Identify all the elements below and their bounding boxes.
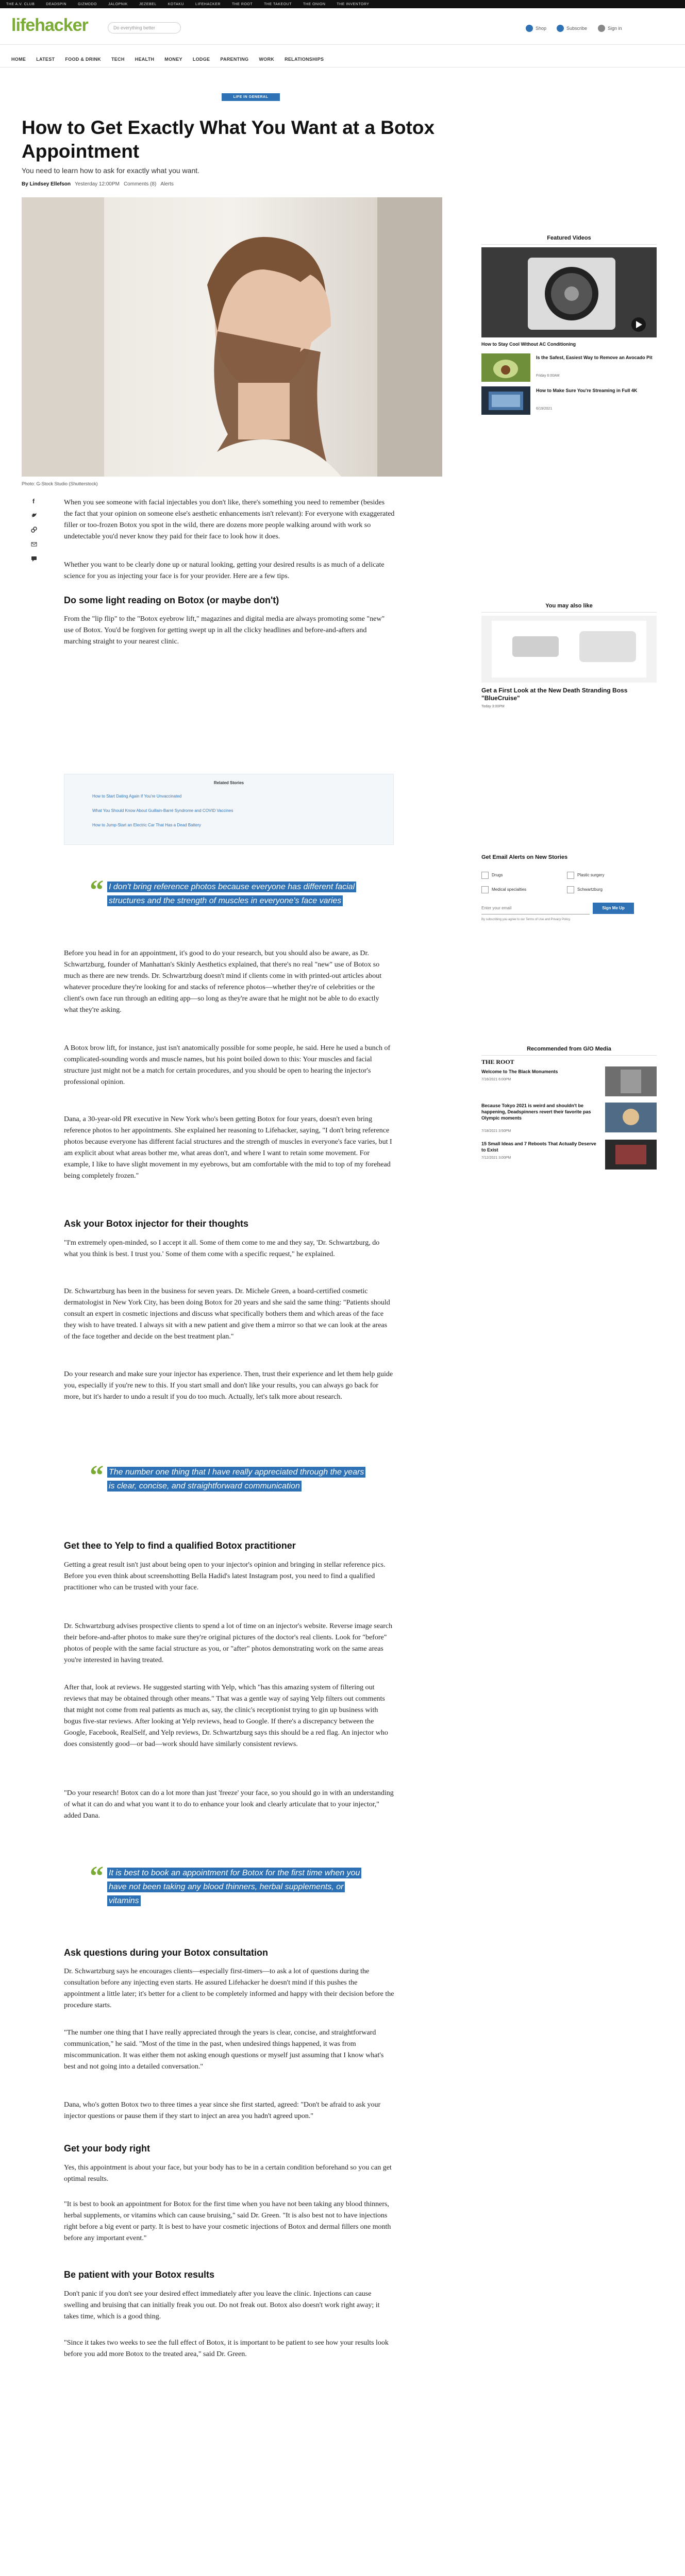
pull-quote (90, 874, 371, 926)
hero-image (22, 197, 442, 477)
comment-icon[interactable] (31, 555, 37, 561)
search-input[interactable]: Do everything better (108, 22, 181, 33)
network-link[interactable]: DEADSPIN (46, 2, 67, 6)
paragraph: "It is best to book an appointment for Botox for the first time when you have not been taking any blood thinners, herbal supplements, or vitamins which can cause bruising," said Dr. Green. "It is also best not to have injections right before a big event or party. It is best to have your cosmetic injections of Botox and dermal fillers one month before any important event." (64, 2200, 391, 2242)
shop-label: Shop (536, 26, 547, 31)
network-link[interactable]: LIFEHACKER (195, 2, 221, 6)
alerts-signup-button[interactable]: Sign Me Up (593, 903, 634, 914)
alert-label: Plastic surgery (577, 873, 605, 877)
link-icon[interactable] (31, 526, 37, 532)
paragraph: From the "lip flip" to the "Botox eyebrow lift," magazines and digital media are always promoting some "new" use of Botox. You'd be forgiven for getting swept up in all the clicky headlines and before-and-afters and marching straight to your nearest clinic. (64, 615, 385, 646)
shop-button[interactable] (526, 25, 546, 32)
related-title: Related Stories (213, 781, 244, 785)
related-link[interactable]: How to Start Dating Again If You're Unvaccinated (92, 794, 182, 799)
paragraph: "The number one thing that I have really appreciated through the years is clear, concise, and straightforward communication," he said. "Most of the time in the past, when undesired things happened, it was from miscommunication. It was either them not asking enough questions or myself just assuming that I know what's best and not going into a detailed conversation." (64, 2029, 384, 2071)
alert-checkbox[interactable] (567, 886, 574, 893)
rec-date: 7/18/2021 3:50PM (481, 1129, 511, 1133)
alert-label: Drugs (492, 873, 503, 877)
network-bar (0, 0, 685, 8)
quote-text: I don't bring reference photos because everyone has different facial structures and the strength of muscles in everyone's face varies (107, 882, 356, 906)
video-date: Friday 6:00AM (536, 374, 560, 378)
photo-credit: Photo: G-Stock Studio (Shutterstock) (22, 481, 98, 486)
related-link[interactable]: What You Should Know About Guillain-Barré Syndrome and COVID Vaccines (92, 808, 233, 813)
network-link[interactable]: THE INVENTORY (337, 2, 370, 6)
related-stories (64, 774, 394, 845)
alert-checkbox[interactable] (481, 872, 489, 879)
subscribe-label: Subscribe (566, 26, 588, 31)
paragraph: Getting a great result isn't just about being open to your injector's opinion and bringing in stellar reference pics. Before you even think about screenshotting Bella Hadid's latest Instagram post, you need to find a qualified practitioner who can be trusted with your face. (64, 1561, 386, 1591)
featured-video-player[interactable] (481, 247, 657, 337)
section-heading: Get your body right (64, 2143, 151, 2154)
paragraph: When you see someone with facial injectables you don't like, there's something you need to remember (besides the fact that your opinion on someone else's aesthetic enhancements isn't relevant): For everyone with exaggerated filler or too-frozen Botox you spot in the wild, there are dozens more people walking around with work so undetectable you'd never know they paid for their face to look how it does. (64, 499, 395, 540)
paragraph: Dr. Schwartzburg has been in the business for seven years. Dr. Michele Green, a board-certified cosmetic dermatologist in New York City, has been doing Botox for 20 years and she said the same thing: "Patients should consult an expert in cosmetic injections and discuss what specifically bothers them and which areas of the face they wish to have treated. I always sit with a new patient and give them a mirror so that we can look at the areas of the face together and decide on the best treatment plan." (64, 1287, 390, 1341)
network-link[interactable]: THE TAKEOUT (264, 2, 292, 6)
paragraph: "I'm extremely open-minded, so I accept it all. Some of them come to me and they say, 'Dr. Schwartzburg, do what you think is best. I trust you.' Some of them come with a specific request," he explained. (64, 1239, 380, 1258)
sidebar-alerts-title: Get Email Alerts on New Stories (481, 854, 568, 860)
facebook-icon[interactable] (31, 497, 37, 503)
pull-quote (90, 1460, 371, 1512)
also-like-date: Today 3:00PM (481, 705, 505, 708)
nav-item[interactable]: PARENTING (220, 57, 249, 62)
nav-item[interactable]: LATEST (36, 57, 55, 62)
article-title: How to Get Exactly What You Want at a Botox Appointment (22, 117, 435, 162)
twitter-icon[interactable] (31, 512, 37, 518)
sidebar-recommended-title: Recommended from G/O Media (481, 1046, 657, 1056)
alert-checkbox[interactable] (481, 886, 489, 893)
shop-icon (526, 25, 533, 32)
sidebar-featured-title: Featured Videos (481, 235, 657, 245)
quote-mark-icon: “ (90, 1460, 104, 1490)
alert-label: Schwartzburg (577, 887, 603, 892)
nav-item[interactable]: MONEY (164, 57, 182, 62)
network-link[interactable]: JALOPNIK (108, 2, 128, 6)
section-heading: Ask questions during your Botox consultation (64, 1947, 269, 1958)
also-like-image[interactable] (481, 616, 657, 683)
share-rail (31, 497, 37, 561)
rec-thumb[interactable] (605, 1103, 657, 1132)
email-icon[interactable] (31, 540, 37, 547)
network-link[interactable]: THE ONION (303, 2, 326, 6)
paragraph: Dana, who's gotten Botox two to three times a year since she first started, agreed: "Don't be afraid to ask your injector questions or pause them if they start to inject an area you hadn't agreed upon." (64, 2101, 381, 2120)
rec-date: 7/12/2021 3:00PM (481, 1156, 511, 1160)
subscribe-button[interactable] (557, 25, 587, 32)
rec-thumb[interactable] (605, 1066, 657, 1096)
alerts-link[interactable]: Alerts (160, 181, 174, 187)
comments-link[interactable]: Comments (8) (123, 181, 157, 187)
paragraph: Yes, this appointment is about your face, but your body has to be in a certain condition beforehand so you can get optimal results. (64, 2164, 392, 2183)
paragraph: A Botox brow lift, for instance, just isn't anatomically possible for some people, he said. Here he used a bunch of complicated-sounding words and muscle names, but his point boiled down to this: Your muscles and facial structure just might not be a match for certain procedures, and you should be open to hearing the injector's professional opinion. (64, 1044, 391, 1086)
paragraph: Dr. Schwartzburg advises prospective clients to spend a lot of time on an injector's website. Reverse image search their before-and-after photos to make sure they're original pictures of the doctor's real clients. Look for "before" photos of people with the same facial structure as you, or "after" photos demonstrating work on the same areas you're interested in having treated. (64, 1622, 393, 1664)
rec-title[interactable]: 15 Small Ideas and 7 Reboots That Actually Deserve to Exist (481, 1141, 596, 1153)
also-like-title[interactable]: Get a First Look at the New Death Stranding Boss "BlueCruise" (481, 687, 628, 702)
alert-label: Medical specialties (492, 887, 527, 892)
nav-item[interactable]: WORK (259, 57, 275, 62)
rec-source-logo[interactable]: THE ROOT (481, 1058, 514, 1065)
video-thumb[interactable] (481, 353, 530, 382)
nav-item[interactable]: TECH (111, 57, 125, 62)
byline (22, 181, 174, 187)
paragraph: Do your research and make sure your injector has experience. Then, trust their experience and let them help guide you, especially if you're new to this. If you start small and don't like your results, you can always go back for more, but it's harder to undo a result if you do too much. Actually, let's talk more about research. (64, 1370, 393, 1401)
network-link[interactable]: KOTAKU (168, 2, 184, 6)
paragraph: Before you head in for an appointment, it's good to do your research, but you should also be aware, as Dr. Schwartzburg, founder of Manhattan's Skinly Aesthetics explained, that there's no real "new" use of Botox so much as there are new trends. Dr. Schwartzburg doesn't mind if clients come in with printed-out articles about whatever procedure they're looking for and stacks of reference photos—whether they're of celebrities or the client's own face run through an editing app—so long as they're aware that he might not be able to do exactly what they're asking. (64, 950, 382, 1014)
rec-title[interactable]: Because Tokyo 2021 is weird and shouldn't be happening, Deadspinners revert their favorite pas Olympic moments (481, 1103, 591, 1121)
section-heading: Be patient with your Botox results (64, 2269, 215, 2280)
section-heading: Do some light reading on Botox (or maybe don't) (64, 595, 279, 605)
section-heading: Ask your Botox injector for their thoughts (64, 1218, 249, 1229)
paragraph: Dr. Schwartzburg says he encourages clients—especially first-timers—to ask a lot of questions during the consultation before any injecting even starts. He assured Lifehacker he doesn't mind if this pushes the appointment a little later; it's better for a client to be completely informed and happy with their decision before the procedure starts. (64, 1968, 394, 2009)
pull-quote (90, 1860, 371, 1928)
quote-text: The number one thing that I have really appreciated through the years is clear, concise, and straightforward communication (107, 1467, 365, 1492)
nav-item[interactable]: HEALTH (135, 57, 155, 62)
network-link[interactable]: THE ROOT (231, 2, 253, 6)
sidebar-also-like-title: You may also like (481, 603, 657, 613)
quote-text: It is best to book an appointment for Botox for the first time when you have not been taking any blood thinners, herbal supplements, or vitamins (107, 1868, 361, 1906)
paragraph: "Do your research! Botox can do a lot more than just 'freeze' your face, so you should go in with an understanding of what it can do and what you want it to do to enhance your look and clearly articulate that to your injector," added Dana. (64, 1789, 394, 1820)
main-nav (11, 57, 324, 62)
rec-thumb[interactable] (605, 1140, 657, 1170)
quote-mark-icon: “ (90, 1860, 104, 1891)
alerts-fine-print: By subscribing you agree to our Terms of Use and Privacy Policy. (481, 918, 571, 921)
user-icon (598, 25, 605, 32)
video-thumb[interactable] (481, 386, 530, 415)
article-subtitle: You need to learn how to ask for exactly what you want. (22, 166, 200, 175)
quote-mark-icon: “ (90, 874, 104, 905)
alert-checkbox[interactable] (567, 872, 574, 879)
nav-item[interactable]: FOOD & DRINK (65, 57, 101, 62)
paragraph: "Since it takes two weeks to see the full effect of Botox, it is important to be patient to see how your results look before you add more Botox to the treated area," said Dr. Green. (64, 2339, 389, 2358)
signin-button[interactable] (598, 25, 622, 32)
nav-item[interactable]: RELATIONSHIPS (285, 57, 324, 62)
rec-date: 7/16/2021 6:00PM (481, 1078, 511, 1081)
rec-title[interactable]: Welcome to The Black Monuments (481, 1069, 558, 1074)
network-link[interactable]: GIZMODO (78, 2, 97, 6)
paragraph: After that, look at reviews. He suggested starting with Yelp, which "has this amazing system of filtering out reviews that may be obtained through other means." That was a gentle way of saying Yelp filters out comments that might not come from real patients as much as, say, the clinic's receptionist trying to gin up business with bogus five-star reviews. After looking at Yelp reviews, head to Google. If there's a discrepancy between the Google, Facebook, RealSelf, and Yelp reviews, Dr. Schwartzburg says this should be a red flag. An injector who does consistently good—or bad—work should have similarly consistent reviews. (64, 1684, 388, 1748)
category-tag[interactable]: LIFE IN GENERAL (222, 93, 280, 101)
site-logo[interactable]: lifehacker (11, 15, 88, 35)
alerts-email-input[interactable]: Enter your email (481, 903, 590, 914)
nav-item[interactable]: HOME (11, 57, 26, 62)
signin-label: Sign in (608, 26, 622, 31)
nav-item[interactable]: LODGE (192, 57, 210, 62)
paragraph: Whether you want to be clearly done up or natural looking, getting your desired results is as much of a delicate science for you as injecting your face is for your provider. Here are a few tips. (64, 561, 385, 580)
related-link[interactable]: How to Jump-Start an Electric Car That Has a Dead Battery (92, 823, 202, 827)
video-date: 6/19/2021 (536, 407, 553, 411)
publish-date: Yesterday 12:00PM (75, 181, 120, 187)
paragraph: Dana, a 30-year-old PR executive in New York who's been getting Botox for four years, doesn't even bring reference photos to her appointments. She explained her reasoning to Lifehacker, saying, "I don't bring reference photos because everyone has different facial structures and the strength of muscles in everyone's face varies, but I am explicit about what areas bother me, what areas don't, and where I want to retain some movement. For example, I like to have slight movement in my eyebrows, but am comfortable with the mid to top of my forehead being completely frozen." (64, 1115, 392, 1180)
video-title[interactable]: How to Make Sure You're Streaming in Full 4K (536, 388, 638, 393)
svg-text:f: f (32, 498, 35, 504)
featured-video-title[interactable]: How to Stay Cool Without AC Conditioning (481, 342, 576, 347)
video-title[interactable]: Is the Safest, Easiest Way to Remove an Avocado Pit (536, 355, 653, 360)
section-heading: Get thee to Yelp to find a qualified Botox practitioner (64, 1540, 296, 1551)
network-link[interactable]: JEZEBEL (139, 2, 157, 6)
paragraph: Don't panic if you don't see your desired effect immediately after you leave the clinic. Injections can cause swelling and bruising that can initially freak you out. Do not freak out. Botox also doesn't work right away; it takes time, which is a good thing. (64, 2290, 380, 2320)
subscribe-icon (557, 25, 564, 32)
network-link[interactable]: THE A.V. CLUB (6, 2, 35, 6)
author-link[interactable]: By Lindsey Ellefson (22, 181, 71, 187)
